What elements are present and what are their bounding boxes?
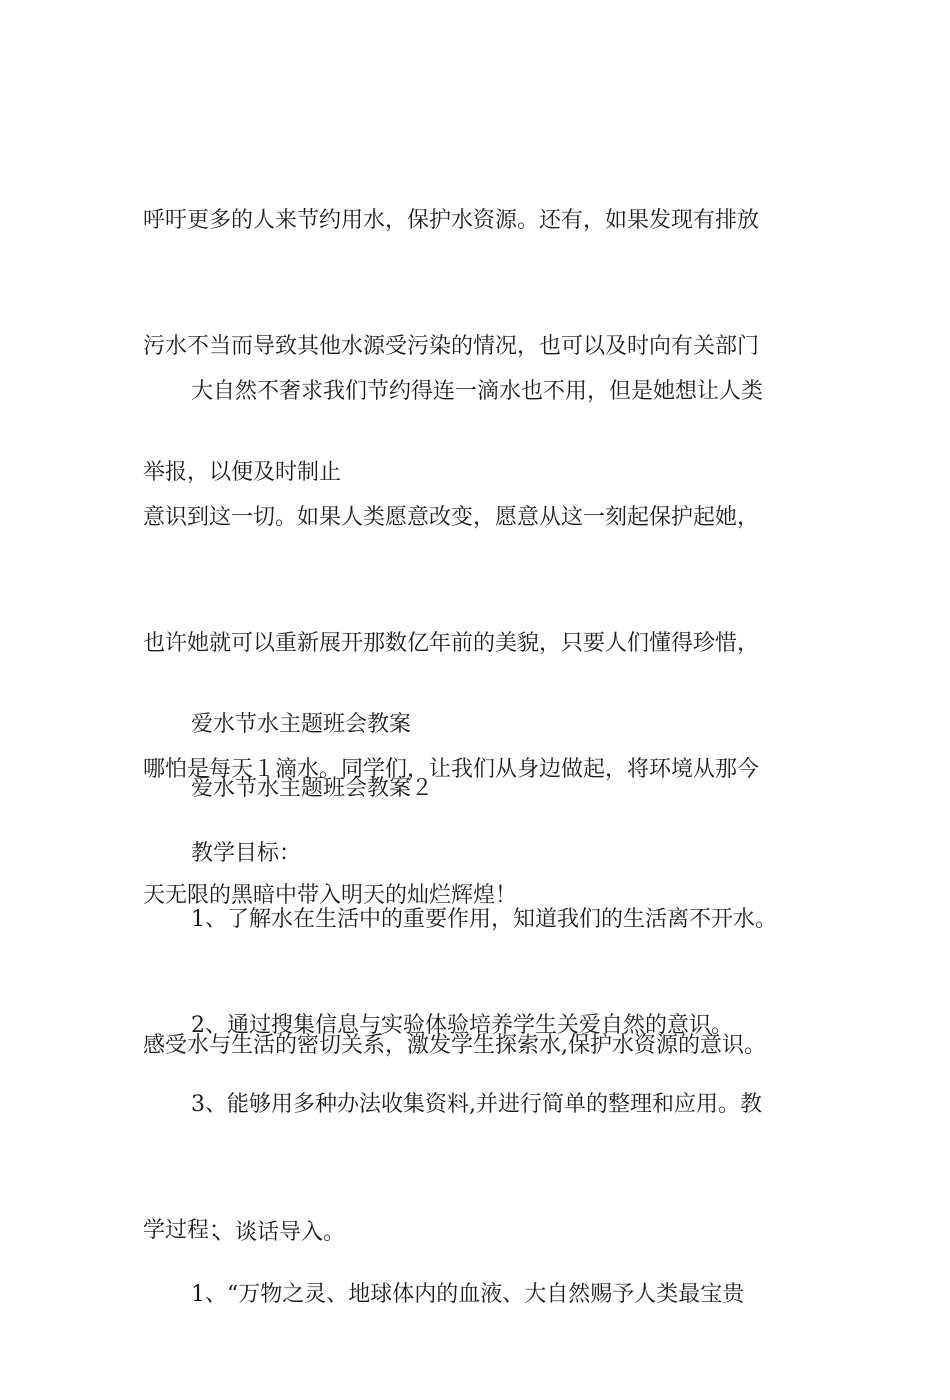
text-line: 举报，以便及时制止 bbox=[143, 460, 342, 485]
text-line: 2、通过搜集信息与实验体验培养学生关爱自然的意识。 bbox=[191, 1013, 733, 1038]
text-line: 感受水与生活的密切关系，激发学生探索水,保护水资源的意识。 bbox=[143, 1033, 766, 1058]
text-line: 哪怕是每天１滴水。同学们，让我们从身边做起，将环境从那今 bbox=[143, 757, 760, 782]
text-line: 爱水节水主题班会教案 bbox=[191, 712, 412, 737]
text-line: 也许她就可以重新展开那数亿年前的美貌，只要人们懂得珍惜， bbox=[143, 631, 760, 656]
text-line: 教学目标： bbox=[191, 841, 302, 866]
text-line: 大自然不奢求我们节约得连一滴水也不用，但是她想让人类 bbox=[191, 379, 764, 404]
process-item-1 bbox=[143, 1190, 813, 1400]
text-line: 学过程： bbox=[143, 1218, 232, 1243]
text-line: 呼吁更多的人来节约用水，保护水资源。还有，如果发现有排放 bbox=[143, 208, 760, 233]
text-line: 1、了解水在生活中的重要作用，知道我们的生活离不开水。 bbox=[191, 907, 777, 932]
text-line: 、谈话导入。 bbox=[213, 1220, 346, 1245]
text-line: 污水不当而导致其他水源受污染的情况，也可以及时向有关部门 bbox=[143, 334, 760, 359]
text-line: 3、能够用多种办法收集资料,并进行简单的整理和应用。教 bbox=[191, 1092, 762, 1117]
text-line: 天无限的黑暗中带入明天的灿烂辉煌！ bbox=[143, 883, 518, 908]
text-line: 意识到这一切。如果人类愿意改变，愿意从这一刻起保护起她， bbox=[143, 505, 760, 530]
text-line: 爱水节水主题班会教案２ bbox=[191, 776, 434, 801]
text-line: 1、“万物之灵、地球体内的血液、大自然赐予人类最宝贵 bbox=[191, 1282, 745, 1307]
